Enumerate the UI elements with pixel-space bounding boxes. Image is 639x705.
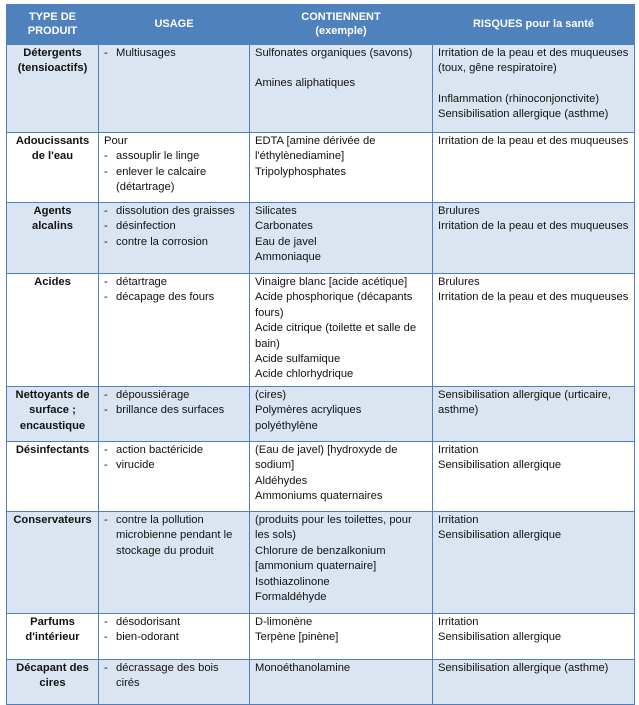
risk-line: Irritation de la peau et des muqueuses [438, 291, 629, 304]
product-type-cell: Décapant des cires [7, 660, 99, 705]
usage-line: - détartrage [104, 275, 244, 290]
usage-cell [99, 614, 250, 660]
contains-line: Amines aliphatiques [255, 77, 356, 90]
usage-cell [99, 133, 250, 203]
table-row [7, 133, 635, 203]
risk-line: Sensibilisation allergique [438, 459, 562, 472]
risk-line: Sensibilisation allergique [438, 631, 562, 644]
risk-line: Sensibilisation allergique (asthme) [438, 662, 609, 674]
table-row [7, 203, 635, 274]
contains-cell [250, 512, 433, 614]
header-type: TYPE DE PRODUIT [7, 5, 99, 45]
usage-line: - enlever le calcaire (détartrage) [104, 165, 244, 196]
usage-line: - virucide [104, 458, 244, 473]
usage-cell [99, 512, 250, 614]
product-type-cell: Acides [7, 274, 99, 387]
product-type-cell: Désinfectants [7, 442, 99, 512]
product-type-cell: Parfums d'intérieur [7, 614, 99, 660]
contains-line: polyéthylène [255, 419, 318, 432]
usage-line: - assouplir le linge [104, 149, 244, 164]
contains-line: Formaldéhyde [255, 591, 327, 604]
contains-cell [250, 133, 433, 203]
contains-line: Carbonates [255, 220, 313, 233]
usage-line: - contre la pollution microbienne pendant le stockage du produit [104, 513, 244, 559]
contains-line: Ammoniaque [255, 251, 321, 264]
header-row [7, 5, 635, 45]
table-row [7, 660, 635, 705]
contains-line: Tripolyphosphates [255, 165, 347, 178]
contains-cell [250, 274, 433, 387]
spacer [255, 61, 427, 76]
header-usage: USAGE [99, 5, 250, 45]
contains-line: Ammoniums quaternaires [255, 490, 383, 503]
usage-line: - désinfection [104, 219, 244, 234]
usage-cell [99, 442, 250, 512]
risks-cell [433, 442, 635, 512]
risks-cell [433, 203, 635, 274]
usage-line: - action bactéricide [104, 443, 244, 458]
risk-line: Irritation [438, 514, 479, 526]
usage-cell [99, 274, 250, 387]
product-type-cell: Nettoyants de surface ; encaustique [7, 387, 99, 442]
usage-line: - dissolution des graisses [104, 204, 244, 219]
contains-line: Aldéhydes [255, 474, 308, 487]
contains-cell [250, 203, 433, 274]
usage-line: - Multiusages [104, 46, 244, 61]
contains-line: Isothiazolinone [255, 575, 330, 588]
contains-line: Acide chlorhydrique [255, 368, 354, 381]
risks-cell [433, 274, 635, 387]
usage-cell [99, 660, 250, 705]
table-row [7, 387, 635, 442]
contains-cell [250, 45, 433, 133]
product-type-cell: Détergents (tensioactifs) [7, 45, 99, 133]
risk-line: Inflammation (rhinoconjonctivite) [438, 92, 600, 105]
usage-line: - décrassage des bois cirés [104, 661, 244, 692]
spacer [438, 77, 629, 92]
risks-cell [433, 133, 635, 203]
contains-line: Acide sulfamique [255, 353, 341, 366]
risk-line: Sensibilisation allergique [438, 529, 562, 542]
contains-line: Polymères acryliques [255, 404, 362, 417]
contains-line: Monoéthanolamine [255, 662, 351, 674]
contains-cell [250, 614, 433, 660]
usage-line: - décapage des fours [104, 290, 244, 305]
risk-line: Irritation [438, 616, 479, 628]
usage-line: - désodorisant [104, 615, 244, 630]
products-table [6, 4, 635, 705]
contains-line: Terpène [pinène] [255, 631, 339, 644]
table-row [7, 274, 635, 387]
contains-line: Acide phosphorique (décapants fours) [255, 291, 413, 319]
risks-cell [433, 660, 635, 705]
product-type-cell: Conservateurs [7, 512, 99, 614]
usage-line: Pour [104, 135, 128, 147]
product-type-cell: Agents alcalins [7, 203, 99, 274]
contains-line: (produits pour les toilettes, pour les sols) [255, 514, 412, 542]
contains-cell [250, 387, 433, 442]
risks-cell [433, 45, 635, 133]
risks-cell [433, 614, 635, 660]
usage-line: - bien-odorant [104, 630, 244, 645]
usage-cell [99, 387, 250, 442]
risks-cell [433, 387, 635, 442]
header-contains: CONTIENNENT (exemple) [250, 5, 433, 45]
risk-line: Irritation [438, 444, 479, 456]
contains-cell [250, 442, 433, 512]
contains-line: Vinaigre blanc [acide acétique] [255, 276, 408, 288]
risk-line: Brulures [438, 276, 480, 288]
header-risks: RISQUES pour la santé [433, 5, 635, 45]
table-row [7, 614, 635, 660]
contains-line: Eau de javel [255, 235, 317, 248]
table-row [7, 442, 635, 512]
risk-line: Sensibilisation allergique (asthme) [438, 108, 609, 121]
usage-line: - dépoussiérage [104, 388, 244, 403]
contains-line: Acide citrique (toilette et salle de bain) [255, 322, 417, 350]
contains-line: (cires) [255, 389, 287, 401]
usage-line: - brillance des surfaces [104, 403, 244, 418]
contains-line: (Eau de javel) [hydroxyde de sodium] [255, 444, 398, 472]
risk-line: Brulures [438, 205, 480, 217]
contains-line: D-limonène [255, 616, 313, 628]
contains-line: EDTA [amine dérivée de l'éthylènediamine] [255, 135, 376, 163]
product-type-cell: Adoucissants de l'eau [7, 133, 99, 203]
usage-cell [99, 203, 250, 274]
usage-line: - contre la corrosion [104, 235, 244, 250]
risks-cell [433, 512, 635, 614]
table-row [7, 512, 635, 614]
table-row [7, 45, 635, 133]
risk-line: Irritation de la peau et des muqueuses (toux, gêne respiratoire) [438, 47, 629, 75]
risk-line: Sensibilisation allergique (urticaire, asthme) [438, 389, 611, 417]
risk-line: Irritation de la peau et des muqueuses [438, 135, 629, 147]
risk-line: Irritation de la peau et des muqueuses [438, 220, 629, 233]
contains-line: Sulfonates organiques (savons) [255, 47, 413, 59]
contains-cell [250, 660, 433, 705]
contains-line: Chlorure de benzalkonium [ammonium quaternaire] [255, 544, 386, 573]
contains-line: Silicates [255, 205, 297, 217]
usage-cell [99, 45, 250, 133]
